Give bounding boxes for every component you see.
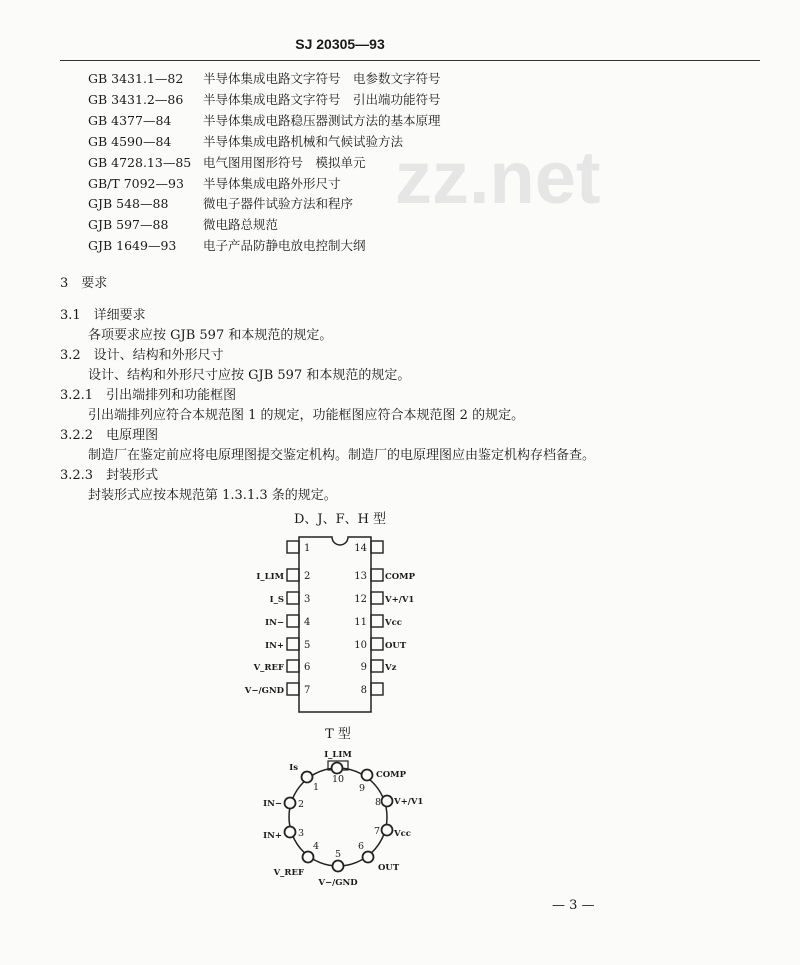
dip-pin-number: 11 xyxy=(354,617,367,628)
dip-pin-label: Vz xyxy=(385,663,397,673)
round-pin-number: 3 xyxy=(298,828,305,839)
round-pin xyxy=(363,852,374,863)
dip-pin-label: I_S xyxy=(269,595,284,605)
reference-title: 半导体集成电路外形尺寸 xyxy=(203,176,341,191)
round-pin-label: V_REF xyxy=(273,868,304,878)
round-pins xyxy=(263,750,423,888)
reference-code: GB 4728.13—85 xyxy=(88,155,192,170)
watermark: zz.net xyxy=(395,136,601,219)
dip-pin-label: COMP xyxy=(385,572,415,582)
round-pin-number: 6 xyxy=(357,841,365,852)
dip-pin-label: V_REF xyxy=(253,663,284,673)
reference-code: GB 3431.2—86 xyxy=(88,92,184,107)
round-pin xyxy=(332,763,343,774)
dip-pin-label: OUT xyxy=(385,641,407,651)
round-pin-label: V−/GND xyxy=(318,878,358,888)
round-pin xyxy=(382,796,393,807)
dip-pin-number: 8 xyxy=(360,685,367,696)
section-3-1-heading: 3.1 详细要求 xyxy=(60,308,146,323)
page-number: — 3 — xyxy=(552,898,595,913)
section-3-2-3-text: 封装形式应按本规范第 1.3.1.3 条的规定。 xyxy=(88,488,337,503)
round-pin-label: V+/V1 xyxy=(394,797,424,807)
dip-pin xyxy=(371,615,383,627)
dip-title: D、J、F、H 型 xyxy=(293,512,387,527)
dip-pin-number: 10 xyxy=(354,640,367,651)
dip-pin-label: Vcc xyxy=(385,618,402,628)
round-pin xyxy=(382,825,393,836)
reference-title: 半导体集成电路文字符号 引出端功能符号 xyxy=(203,92,441,107)
dip-pin xyxy=(287,660,299,672)
section-3-2-2-text: 制造厂在鉴定前应将电原理图提交鉴定机构。制造厂的电原理图应由鉴定机构存档备查。 xyxy=(88,448,596,463)
section-3-2-1-text: 引出端排列应符合本规范图 1 的规定，功能框图应符合本规范图 2 的规定。 xyxy=(88,408,525,423)
round-pin xyxy=(333,861,344,872)
dip-pin-label: IN− xyxy=(265,618,284,628)
reference-code: GJB 548—88 xyxy=(88,196,169,211)
round-title: T 型 xyxy=(325,727,351,742)
dip-pin-label: IN+ xyxy=(265,641,284,651)
reference-code: GB 3431.1—82 xyxy=(88,71,184,86)
reference-title: 微电子器件试验方法和程序 xyxy=(203,196,354,211)
round-pin-label: Vcc xyxy=(394,829,411,839)
dip-pin xyxy=(287,638,299,650)
round-pin-label: IN− xyxy=(263,799,282,809)
dip-pin xyxy=(287,592,299,604)
round-pin-label: I_LIM xyxy=(324,750,352,760)
dip-pin xyxy=(287,569,299,581)
dip-pin-number: 4 xyxy=(304,617,311,628)
dip-pin xyxy=(371,660,383,672)
dip-pin-number: 14 xyxy=(354,543,367,554)
reference-title: 电气图用图形符号 模拟单元 xyxy=(203,155,366,170)
round-pin-number: 8 xyxy=(374,797,381,808)
dip-pin-number: 9 xyxy=(360,662,367,673)
reference-title: 半导体集成电路文字符号 电参数文字符号 xyxy=(203,71,441,86)
round-pin-number: 1 xyxy=(312,782,320,793)
round-pin-number: 10 xyxy=(331,774,345,785)
dip-pin-number: 6 xyxy=(304,662,311,673)
round-pin-number: 4 xyxy=(312,841,320,852)
dip-pin xyxy=(287,683,299,695)
section-3-2-1-heading: 3.2.1 引出端排列和功能框图 xyxy=(60,388,237,403)
dip-pin xyxy=(371,569,383,581)
dip-pin xyxy=(371,592,383,604)
dip-pin xyxy=(287,615,299,627)
round-pin xyxy=(285,827,296,838)
reference-title: 微电路总规范 xyxy=(203,217,279,232)
dip-pin xyxy=(371,638,383,650)
reference-code: GJB 597—88 xyxy=(88,217,169,232)
dip-pin-number: 3 xyxy=(304,594,311,605)
round-pin xyxy=(302,772,313,783)
reference-code: GB/T 7092—93 xyxy=(88,176,184,191)
section-3-2-heading: 3.2 设计、结构和外形尺寸 xyxy=(60,348,224,363)
dip-pin-label: V−/GND xyxy=(244,686,284,696)
dip-pin-number: 7 xyxy=(304,685,311,696)
dip-pin-number: 1 xyxy=(304,543,311,554)
dip-pin-number: 12 xyxy=(354,594,367,605)
reference-code: GB 4377—84 xyxy=(88,113,172,128)
dip-pin-label: I_LIM xyxy=(256,572,284,582)
round-pin-number: 9 xyxy=(358,783,366,794)
round-pin-number: 7 xyxy=(373,826,380,837)
reference-title: 半导体集成电路稳压器测试方法的基本原理 xyxy=(203,113,441,128)
dip-pin-number: 5 xyxy=(304,640,311,651)
dip-pin xyxy=(287,541,299,553)
round-pin xyxy=(285,798,296,809)
section-3-2-2-heading: 3.2.2 电原理图 xyxy=(60,428,159,443)
dip-package-diagram xyxy=(244,511,416,712)
dip-pin xyxy=(371,683,383,695)
reference-code: GJB 1649—93 xyxy=(88,238,177,253)
section-3-2-text: 设计、结构和外形尺寸应按 GJB 597 和本规范的规定。 xyxy=(88,368,411,383)
round-pin-label: IN+ xyxy=(263,831,282,841)
round-pin xyxy=(303,852,314,863)
dip-pins xyxy=(244,541,416,696)
section-3-1-text: 各项要求应按 GJB 597 和本规范的规定。 xyxy=(88,328,333,343)
round-pin-label: OUT xyxy=(378,863,400,873)
round-package-diagram xyxy=(263,726,423,888)
round-pin xyxy=(362,770,373,781)
round-pin-number: 2 xyxy=(298,799,305,810)
dip-pin-number: 13 xyxy=(354,571,367,582)
dip-pin-label: V+/V1 xyxy=(385,595,415,605)
reference-code: GB 4590—84 xyxy=(88,134,172,149)
section-3-2-3-heading: 3.2.3 封装形式 xyxy=(60,468,159,483)
section-3-heading: 3 要求 xyxy=(60,276,108,291)
dip-pin xyxy=(371,541,383,553)
round-pin-number: 5 xyxy=(334,849,342,860)
standard-header: SJ 20305—93 xyxy=(295,36,385,52)
round-pin-label: Is xyxy=(289,763,298,773)
dip-pin-number: 2 xyxy=(304,571,311,582)
reference-title: 半导体集成电路机械和气候试验方法 xyxy=(203,134,404,149)
round-pin-label: COMP xyxy=(376,770,406,780)
reference-title: 电子产品防静电放电控制大纲 xyxy=(203,238,366,253)
